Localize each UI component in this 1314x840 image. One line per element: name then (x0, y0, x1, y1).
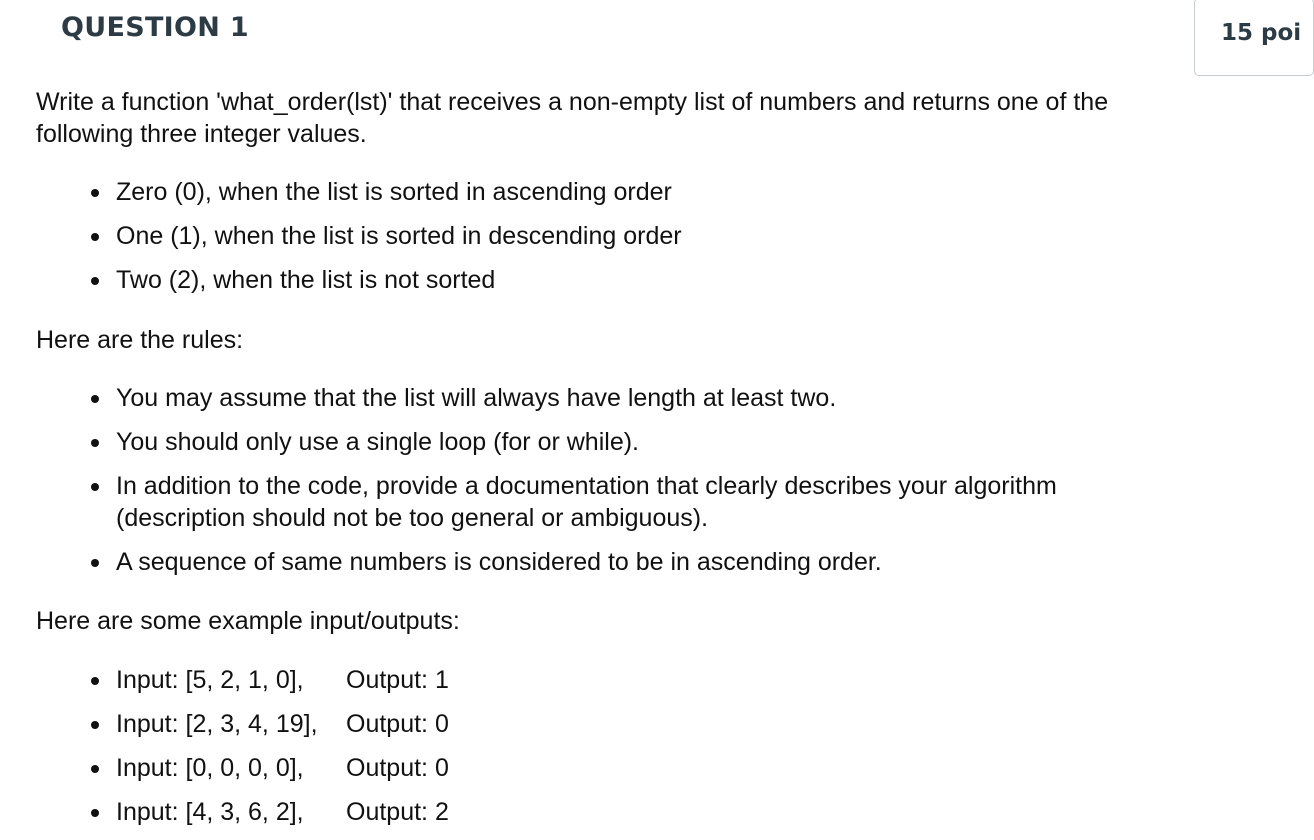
points-label: 15 poi (1221, 20, 1302, 46)
example-output: Output: 0 (346, 710, 449, 738)
list-item: You may assume that the list will always have length at least two. (36, 382, 1136, 426)
example-input: Input: [4, 3, 6, 2], (116, 798, 304, 826)
example-output: Output: 2 (346, 798, 449, 826)
list-item: One (1), when the list is sorted in descending order (36, 220, 1136, 264)
example-input: Input: [5, 2, 1, 0], (116, 666, 304, 694)
list-item: A sequence of same numbers is considered to be in ascending order. (36, 546, 1136, 590)
example-input: Input: [0, 0, 0, 0], (116, 754, 304, 782)
examples-list (36, 664, 1136, 840)
intro-paragraph: Write a function 'what_order(lst)' that receives a non-empty list of numbers and returns one of the following three integer values. (36, 88, 1109, 148)
example-output: Output: 0 (346, 754, 449, 782)
example-item (36, 708, 1136, 752)
example-item (36, 796, 1136, 840)
example-input: Input: [2, 3, 4, 19], (116, 710, 318, 738)
points-badge (1194, 0, 1314, 76)
examples-heading: Here are some example input/outputs: (36, 607, 460, 635)
list-item: Two (2), when the list is not sorted (36, 264, 1136, 308)
list-item: In addition to the code, provide a documentation that clearly describes your algorithm (description should not be too general or ambiguous). (36, 470, 1156, 546)
example-item (36, 664, 1136, 708)
list-item: You should only use a single loop (for or while). (36, 426, 1136, 470)
list-item: Zero (0), when the list is sorted in ascending order (36, 176, 1136, 220)
question-title: QUESTION 1 (61, 12, 249, 43)
example-output: Output: 1 (346, 666, 449, 694)
example-item (36, 752, 1136, 796)
rules-list (36, 382, 1136, 590)
rules-heading: Here are the rules: (36, 326, 244, 354)
return-values-list (36, 176, 1136, 308)
